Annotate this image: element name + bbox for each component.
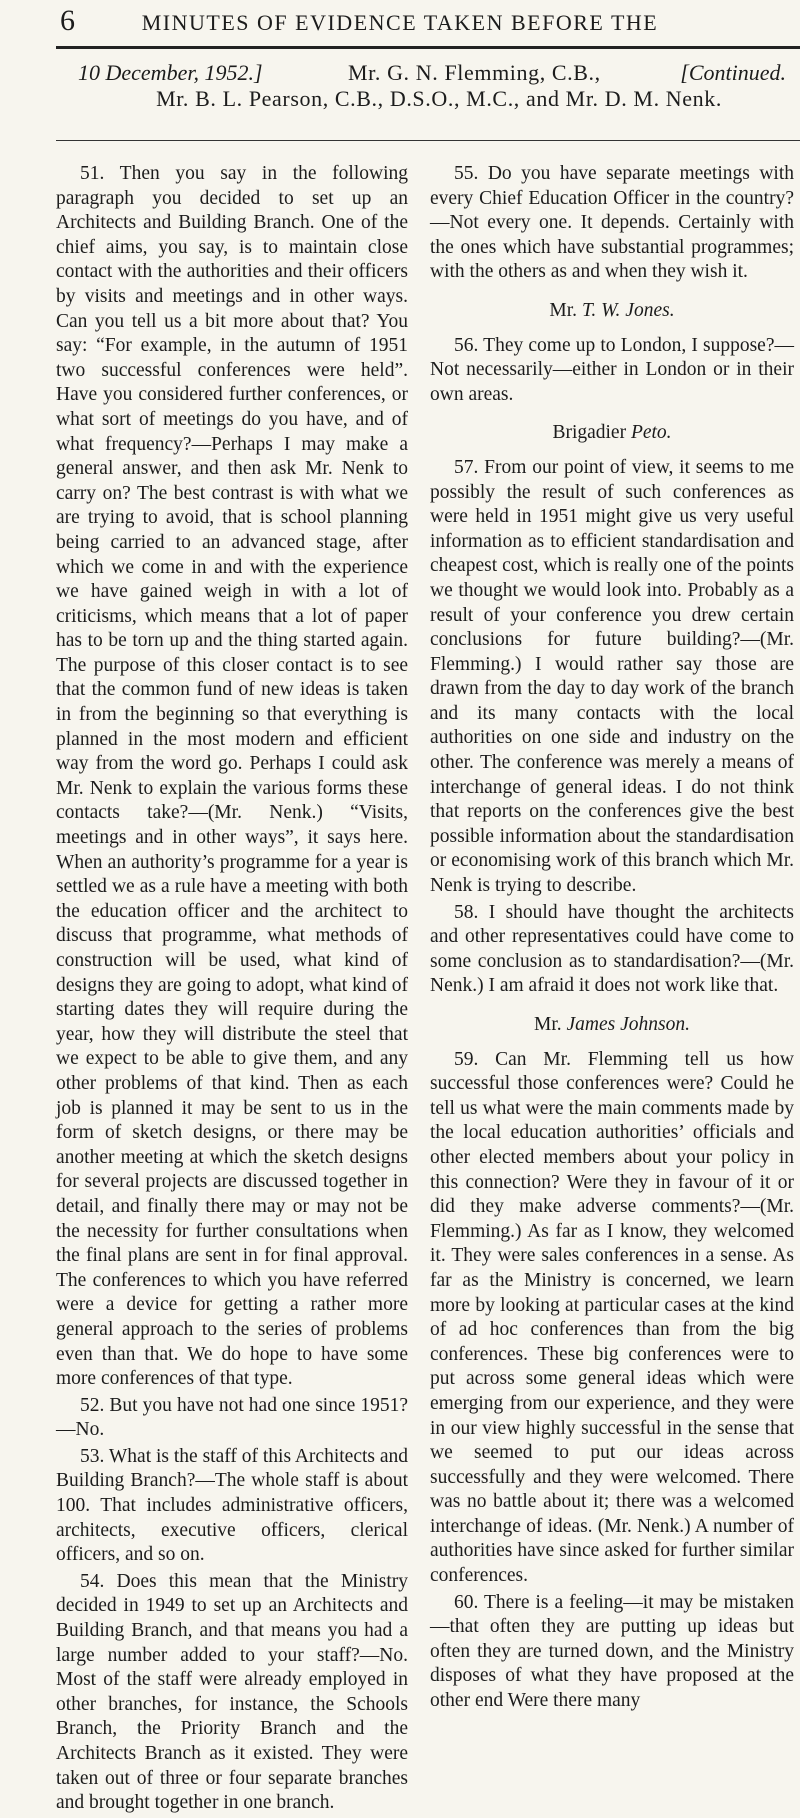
running-title: MINUTES OF EVIDENCE TAKEN BEFORE THE	[141, 10, 659, 35]
speaker-title: Mr.	[549, 299, 578, 321]
speaker-title: Brigadier	[552, 422, 627, 444]
question-59: 59. Can Mr. Flemming tell us how successful those conferences were? Could he tell us what were the main comments made by the local education authorities’ officials and other elected members about your policy in this connection? Were they in favour of it or did they make adverse comments?—(Mr. Flemming.) As far as I know, they welcomed it. They were sales conferences in a sense. As far as the Ministry is concerned, we learn more by looking at particular cases at the kind of ad hoc conferences than from the big conferences. These big conferences were to put across some general ideas which were emerging from our experience, and they were in our view highly successful in the sense that we seemed to put our ideas across successfully and they were welcomed. There was no battle about it; there was a welcomed interchange of ideas. (Mr. Nenk.) A number of authorities have since asked for further similar conferences.	[430, 1048, 794, 1587]
speaker-name: Peto.	[630, 422, 672, 444]
question-53: 53. What is the staff of this Architects and Building Branch?—The whole staff is about 100. That includes administrative officers, architects, executive officers, clerical officers, and so on.	[56, 1445, 409, 1566]
header-rule	[56, 46, 800, 49]
left-column	[56, 162, 408, 1818]
question-60: 60. There is a feeling—it may be mistaken—that often they are putting up ideas but often they are turned down, and the Ministry disposes of what they have proposed at the other end Were there many	[430, 1591, 794, 1712]
question-58: 58. I should have thought the architects and other representatives could have come to some conclusion as to standardisation?—(Mr. Nenk.) I am afraid it does not work like that.	[430, 901, 794, 997]
speaker-name: T. W. Jones.	[581, 299, 675, 321]
witness-line-1: Mr. G. N. Flemming, C.B.,	[348, 60, 601, 85]
right-column	[430, 162, 794, 1716]
page-number: 6	[60, 4, 75, 37]
question-55: 55. Do you have separate meetings with every Chief Education Officer in the country?—Not every one. It depends. Certainly with the ones which have substantial programmes; with the others as and when they wish it.	[430, 163, 794, 283]
question-56: 56. They come up to London, I suppose?—Not necessarily—either in London or in their own areas.	[430, 334, 794, 405]
continued-label: [Continued.	[680, 60, 786, 85]
question-52: 52. But you have not had one since 1951?—No.	[56, 1394, 408, 1441]
speaker-name: James Johnson.	[566, 1014, 690, 1035]
witness-rule	[56, 140, 800, 141]
speaker-title: Mr.	[534, 1014, 562, 1035]
sitting-date: 10 December, 1952.]	[78, 60, 263, 85]
speaker-heading	[430, 421, 794, 446]
speaker-heading	[430, 1013, 794, 1038]
speaker-heading	[430, 299, 794, 324]
question-57: 57. From our point of view, it seems to me possibly the result of such conferences as were held in 1951 might give us very useful information as to efficient standardisation and cheapest cost, which is really one of the points we thought we would look into. Probably as a result of your conference you drew certain conclusions for future building?—(Mr. Flemming.) I would rather say those are drawn from the day to day work of the branch and its many contacts with the local authorities on one side and industry on the other. The conference was merely a means of interchange of general ideas. I do not think that reports on the conferences give the best possible information about the standardisation or economising work of this branch which Mr. Nenk is trying to describe.	[430, 456, 794, 897]
witness-line-2: Mr. B. L. Pearson, C.B., D.S.O., M.C., and Mr. D. M. Nenk.	[156, 86, 722, 111]
question-51: 51. Then you say in the following paragraph you decided to set up an Architects and Building Branch. One of the chief aims, you say, is to maintain close contact with the authorities and their officers by visits and meetings and in other ways. Can you tell us a bit more about that? You say: “For example, in the autumn of 1951 two successful conferences were held”. Have you considered further conferences, or what sort of meetings do you have, and of what frequency?—Perhaps I may make a general answer, and then ask Mr. Nenk to carry on? The best contrast is with what we are trying to avoid, that is school planning being carried to an advanced stage, after which we come in and with the experience we have gained weigh in with a lot of criticisms, which means that a lot of paper has to be torn up and the thing started again. The purpose of this closer contact is to see that the common fund of new ideas is taken in from the beginning so that everything is planned in the most modern and efficient way from the word go. Perhaps I could ask Mr. Nenk to explain the various forms these contacts take?—(Mr. Nenk.) “Visits, meetings and in other ways”, it says here. When an authority’s programme for a year is settled we as a rule have a meeting with both the education officer and the architect to discuss that programme, what methods of construction will be used, what kind of designs they are going to adopt, what kind of starting dates they will require during the year, how they will distribute the steel that we expect to be able to give them, and any other problems of that kind. Then as each job is planned it may be sent to us in the form of sketch designs, or there may be another meeting at which the sketch designs for several projects are discussed together in detail, and finally there may or may not be the necessity for further consultations when the final plans are sent in for final approval. The conferences to which you have referred were a device for getting a rather more general approach to the series of problems even than that. We do hope to have some more conferences of that type.	[56, 163, 408, 1390]
question-54: 54. Does this mean that the Ministry decided in 1949 to set up an Architects and Building Branch, and that means you had a large number added to your staff?—No. Most of the staff were already employed in other branches, for instance, the Schools Branch, the Priority Branch and the Architects Branch as it existed. They were taken out of three or four separate branches and brought together in one branch.	[56, 1570, 408, 1814]
